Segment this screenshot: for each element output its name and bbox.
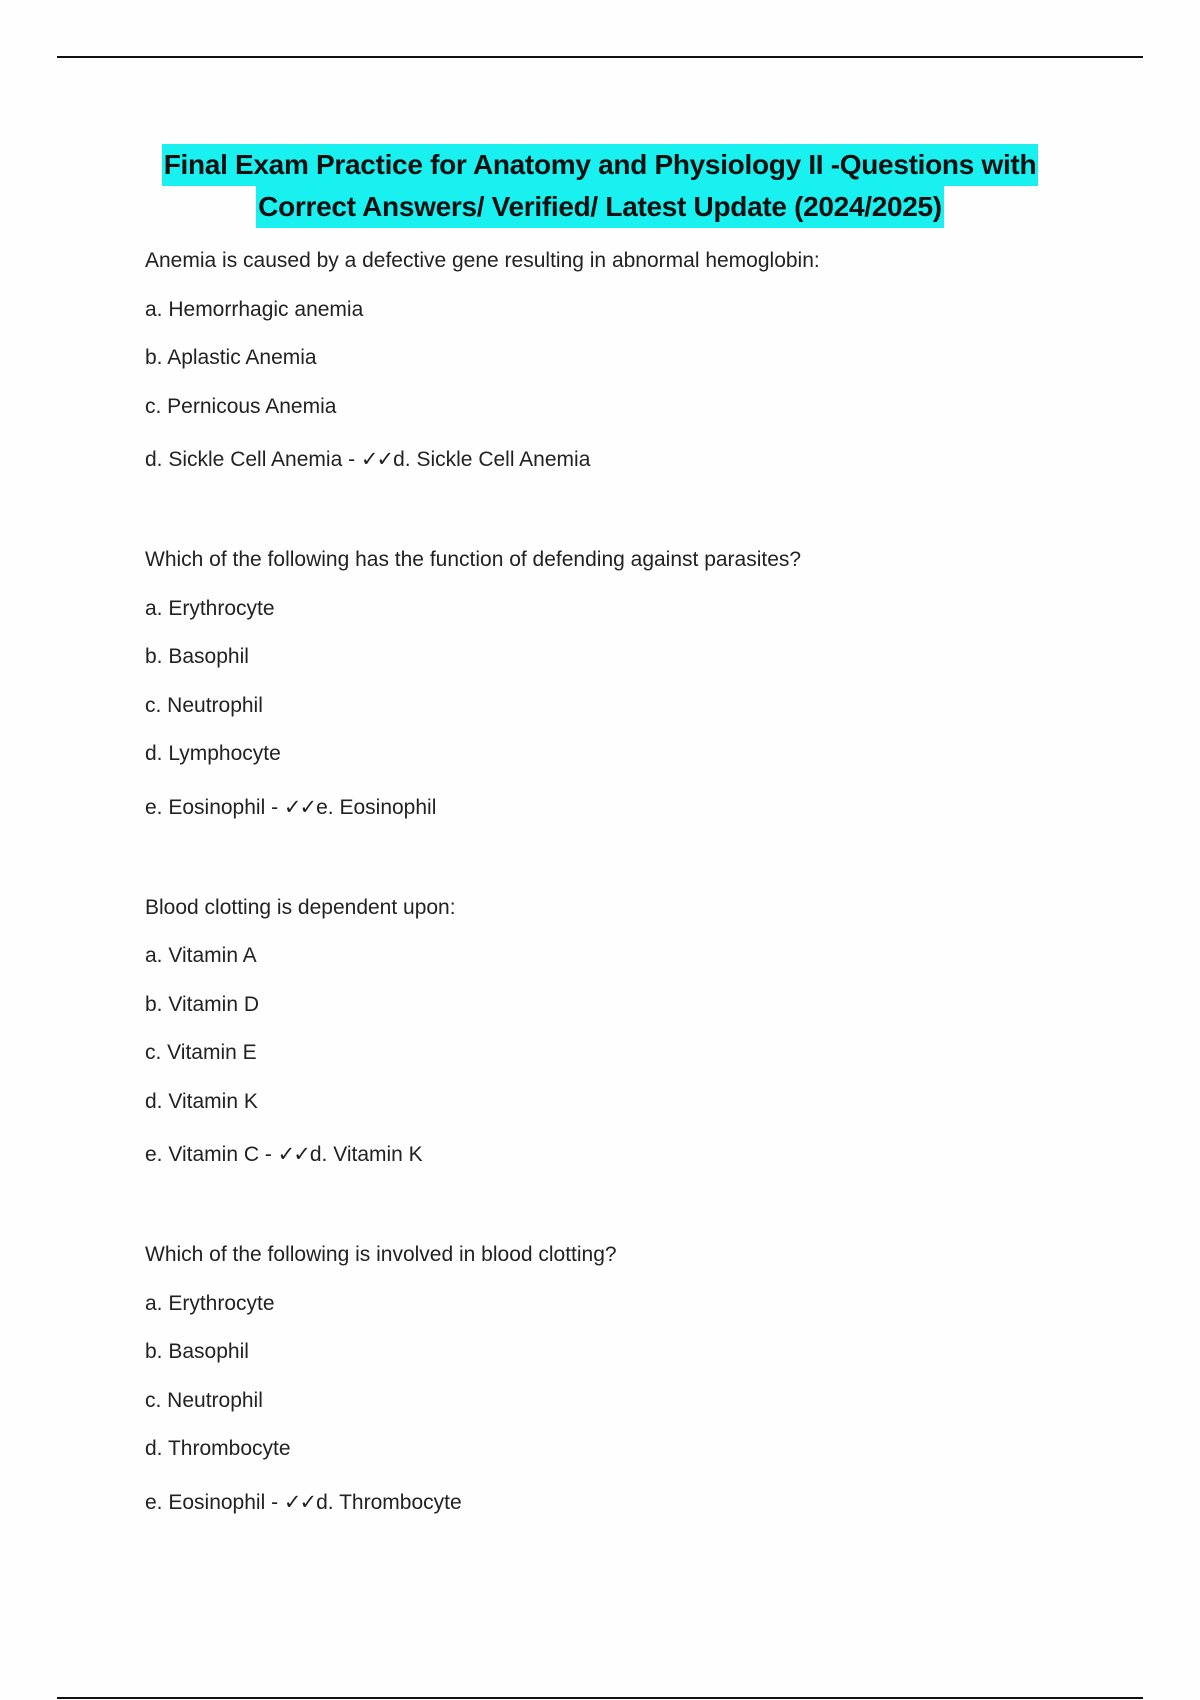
question-2 xyxy=(145,545,1105,838)
option-with-answer xyxy=(145,1483,1105,1533)
option-b: b. Basophil xyxy=(145,1340,249,1363)
question-3 xyxy=(145,893,1105,1186)
option-d: d. Thrombocyte xyxy=(145,1437,291,1460)
correct-answer: d. Thrombocyte xyxy=(316,1490,462,1514)
option-a: a. Erythrocyte xyxy=(145,1291,275,1315)
check-mark-icon: ✓✓ xyxy=(283,1489,316,1514)
question-list xyxy=(145,246,1105,1588)
option-b: b. Aplastic Anemia xyxy=(145,346,317,369)
document-title xyxy=(57,144,1143,228)
question-1 xyxy=(145,246,1105,490)
title-line-2: Correct Answers/ Verified/ Latest Update (2024/2025) xyxy=(256,186,944,228)
option-d: d. Lymphocyte xyxy=(145,742,281,765)
check-mark-icon: ✓✓ xyxy=(283,794,316,819)
check-mark-icon: ✓✓ xyxy=(360,447,393,471)
top-rule xyxy=(57,56,1143,58)
correct-answer: d. Sickle Cell Anemia xyxy=(393,448,591,471)
option-b: b. Vitamin D xyxy=(145,992,259,1016)
question-prompt: Blood clotting is dependent upon: xyxy=(145,895,456,919)
option-b: b. Basophil xyxy=(145,645,249,668)
bottom-rule xyxy=(57,1697,1143,1699)
title-line-1: Final Exam Practice for Anatomy and Physiology II -Questions with xyxy=(162,144,1039,186)
last-option: d. Sickle Cell Anemia - xyxy=(145,448,361,471)
correct-answer: e. Eosinophil xyxy=(316,795,437,819)
option-a: a. Erythrocyte xyxy=(145,596,275,620)
option-c: c. Vitamin E xyxy=(145,1041,257,1064)
question-prompt: Which of the following is involved in blood clotting? xyxy=(145,1243,617,1266)
last-option: e. Eosinophil - xyxy=(145,1490,284,1514)
question-prompt: Anemia is caused by a defective gene resulting in abnormal hemoglobin: xyxy=(145,249,820,272)
option-d: d. Vitamin K xyxy=(145,1089,258,1113)
option-a: a. Vitamin A xyxy=(145,944,257,967)
question-4 xyxy=(145,1240,1105,1533)
option-c: c. Neutrophil xyxy=(145,693,263,717)
option-a: a. Hemorrhagic anemia xyxy=(145,297,364,321)
option-with-answer xyxy=(145,440,1105,490)
last-option: e. Eosinophil - xyxy=(145,795,284,819)
option-with-answer xyxy=(145,788,1105,838)
correct-answer: d. Vitamin K xyxy=(309,1143,423,1166)
check-mark-icon: ✓✓ xyxy=(277,1142,309,1166)
last-option: e. Vitamin C - xyxy=(145,1143,278,1166)
option-c: c. Neutrophil xyxy=(145,1388,263,1412)
option-with-answer xyxy=(145,1135,1105,1185)
question-prompt: Which of the following has the function of defending against parasites? xyxy=(145,548,802,571)
option-c: c. Pernicous Anemia xyxy=(145,394,337,418)
